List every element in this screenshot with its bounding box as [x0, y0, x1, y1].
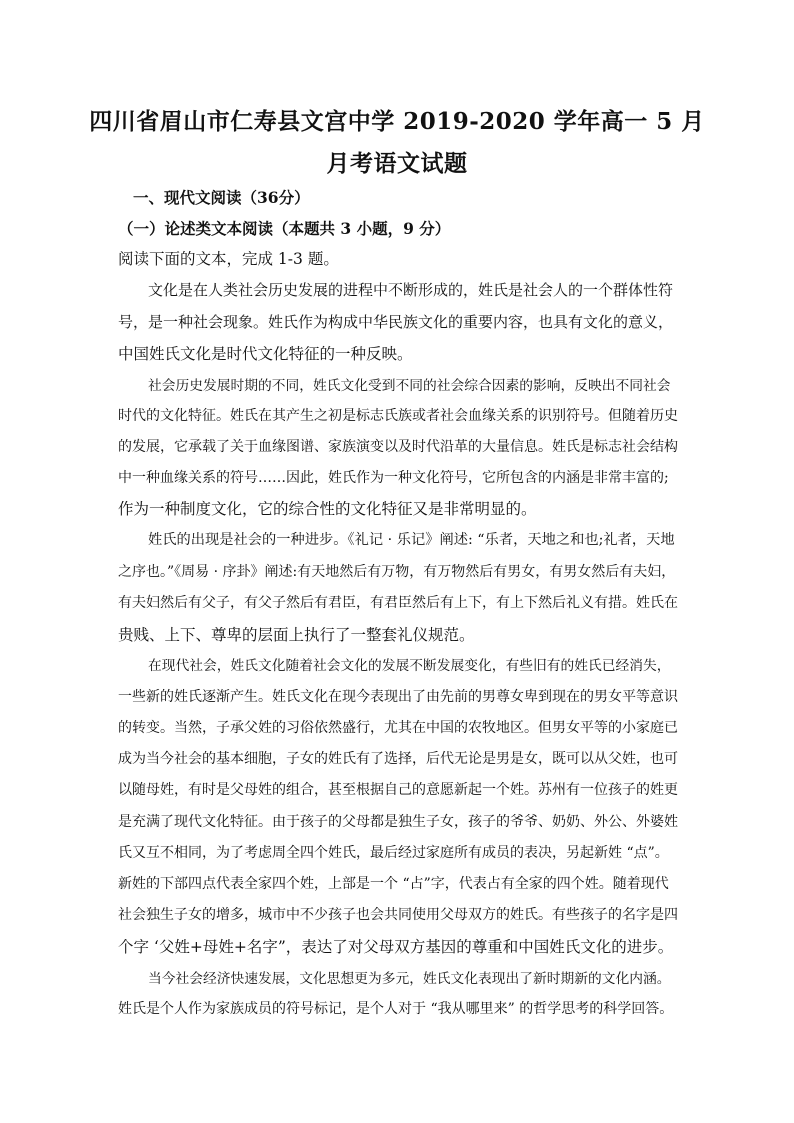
- paragraph-1-line: 号，是一种社会现象。姓氏作为构成中华民族文化的重要内容，也具有文化的意义，: [118, 313, 674, 331]
- reading-instruction: 阅读下面的文本，完成 1-3 题。: [118, 250, 339, 268]
- paragraph-5-line: 当今社会经济快速发展，文化思想更为多元，姓氏文化表现出了新时期新的文化内涵。: [148, 971, 671, 987]
- paragraph-4-line: 新姓的下部四点代表全家四个姓，上部是一个 “占”字，代表占有全家的四个姓。随着现代: [118, 876, 669, 892]
- paragraph-3-line: 之序也。”《周易 · 序卦》阐述:有天地然后有万物，有万物然后有男女，有男女然后有夫妇，: [118, 564, 676, 580]
- paragraph-4-line: 是充满了现代文化特征。由于孩子的父母都是独生子女，孩子的爷爷、奶奶、外公、外婆姓: [118, 814, 678, 830]
- paragraph-4-line: 以随母姓，有时是父母姓的组合，甚至根据自己的意愿新起一个姓。苏州有一位孩子的姓更: [118, 782, 678, 798]
- paragraph-4-line: 社会独生子女的增多，城市中不少孩子也会共同使用父母双方的姓氏。有些孩子的名字是四: [118, 907, 678, 923]
- subsection-heading: （一）论述类文本阅读（本题共 3 小题，9 分）: [118, 219, 451, 238]
- paragraph-4-line: 成为当今社会的基本细胞，子女的姓氏有了选择，后代无论是男是女，既可以从父姓，也可: [118, 751, 678, 767]
- paragraph-4-line: 在现代社会，姓氏文化随着社会文化的发展不断发展变化，有些旧有的姓氏已经消失，: [148, 658, 671, 674]
- paragraph-2-line: 的发展，它承载了关于血缘图谱、家族演变以及时代沿革的大量信息。姓氏是标志社会结构: [118, 439, 678, 455]
- paragraph-4-line: 个字 ‘父姓+母姓+名字”，表达了对父母双方基因的尊重和中国姓氏文化的进步。: [118, 938, 674, 956]
- section-heading: 一、现代文阅读（36分）: [133, 188, 310, 207]
- paragraph-1-line: 文化是在人类社会历史发展的进程中不断形成的，姓氏是社会人的一个群体性符: [148, 281, 674, 299]
- paragraph-2-line: 社会历史发展时期的不同，姓氏文化受到不同的社会综合因素的影响，反映出不同社会: [148, 378, 671, 394]
- paragraph-2-line: 中一种血缘关系的符号……因此，姓氏作为一种文化符号，它所包含的内涵是非常丰富的;: [118, 470, 669, 486]
- paragraph-4-line: 氏又互不相同，为了考虑周全四个姓氏，最后经过家庭所有成员的表决，另起新姓 “点”。: [118, 845, 669, 861]
- paragraph-3-line: 有夫妇然后有父子，有父子然后有君臣，有君臣然后有上下，有上下然后礼义有措。姓氏在: [118, 595, 678, 611]
- paragraph-4-line: 一些新的姓氏逐渐产生。姓氏文化在现今表现出了由先前的男尊女卑到现在的男女平等意识: [118, 689, 678, 705]
- document-title-line-1: 四川省眉山市仁寿县文宫中学 2019-2020 学年高一 5 月: [89, 108, 705, 135]
- paragraph-3-line: 贵贱、上下、尊卑的层面上执行了一整套礼仪规范。: [118, 626, 475, 644]
- paragraph-1-line: 中国姓氏文化是时代文化特征的一种反映。: [118, 345, 413, 363]
- paragraph-3-line: 姓氏的出现是社会的一种进步。《礼记 · 乐记》阐述: “乐者，天地之和也;礼者，天地: [148, 532, 675, 548]
- paragraph-4-line: 的转变。当然，子承父姓的习俗依然盛行，尤其在中国的农牧地区。但男女平等的小家庭已: [118, 720, 678, 736]
- paragraph-2-line: 作为一种制度文化，它的综合性的文化特征又是非常明显的。: [118, 500, 537, 518]
- document-title-line-2: 月考语文试题: [326, 150, 468, 177]
- paragraph-5-line: 姓氏是个人作为家族成员的符号标记，是个人对于 “我从哪里来” 的哲学思考的科学回答。: [118, 1001, 674, 1017]
- paragraph-2-line: 时代的文化特征。姓氏在其产生之初是标志氏族或者社会血缘关系的识别符号。但随着历史: [118, 408, 678, 424]
